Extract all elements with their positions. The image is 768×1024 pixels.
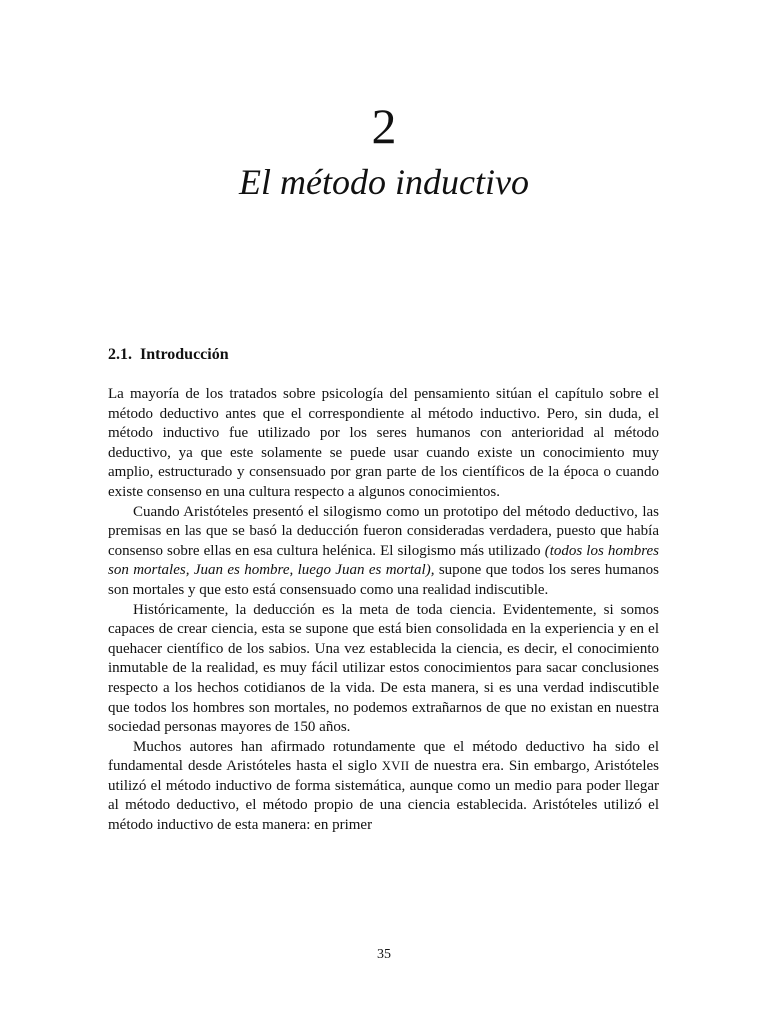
paragraph-1: La mayoría de los tratados sobre psicología del pensamiento sitúan el capítulo sobre el método deductivo antes que el correspondiente al método inductivo. Pero, sin duda, el método inductivo fue utilizado por los seres humanos con anterioridad al método deductivo, ya que este solamente se puede usar cuando existe un conocimiento muy amplio, estructurado y consensuado por gran parte de los científicos de la época o cuando existe consenso en una cultura respecto a algunos conocimientos. bbox=[108, 386, 659, 500]
chapter-number: 2 bbox=[371, 98, 397, 154]
section-number: 2.1. bbox=[108, 346, 132, 363]
paragraph-4 bbox=[108, 738, 659, 836]
page-number: 35 bbox=[377, 947, 391, 962]
paragraph-2-text-b: supone que todos los seres humanos son mortales y que esto está consensuado como una realidad indiscutible. bbox=[108, 562, 660, 598]
century-numeral: XVII bbox=[381, 759, 410, 774]
paragraph-2-text-a: Cuando Aristóteles presentó el silogismo como un prototipo del método deductivo, las premisas en las que se basó la deducción fueron consideradas verdadera, puesto que había consenso sobre ellas en esa cultura helénica. El silogismo más utilizado bbox=[108, 503, 659, 559]
section-heading bbox=[108, 344, 229, 366]
body-text bbox=[108, 385, 659, 836]
paragraph-4-text-a: Muchos autores han afirmado rotundamente que el método deductivo ha sido el fundamental desde Aristóteles hasta el siglo bbox=[108, 738, 659, 775]
syllogism-example: (todos los hombres son mortales, Juan es hombre, luego Juan es mortal), bbox=[108, 542, 659, 579]
paragraph-2 bbox=[108, 503, 659, 601]
paragraph-3: Históricamente, la deducción es la meta de toda ciencia. Evidentemente, si somos capaces de crear ciencia, esta se supone que está bien consolidada en la experiencia y en el quehacer científico de los sabios. Una vez establecida la ciencia, es decir, el conocimiento inmutable de la realidad, es muy fácil utilizar estos conocimientos para sacar conclusiones respecto a los hechos cotidianos de la vida. De esta manera, si es una verdad indiscutible que todos los hombres son mortales, no podemos extrañarnos de que no existan en nuestra sociedad personas mayores de 150 años. bbox=[108, 601, 659, 736]
paragraph-4-text-b: de nuestra era. Sin embargo, Aristóteles utilizó el método inductivo de forma sistemática, aunque como un medio para poder llegar al método deductivo, el método propio de una ciencia establecida. Aristóteles utilizó el método inductivo de esta manera: en primer bbox=[108, 758, 659, 834]
chapter-title: El método inductivo bbox=[239, 162, 529, 202]
section-title: Introducción bbox=[140, 346, 229, 363]
